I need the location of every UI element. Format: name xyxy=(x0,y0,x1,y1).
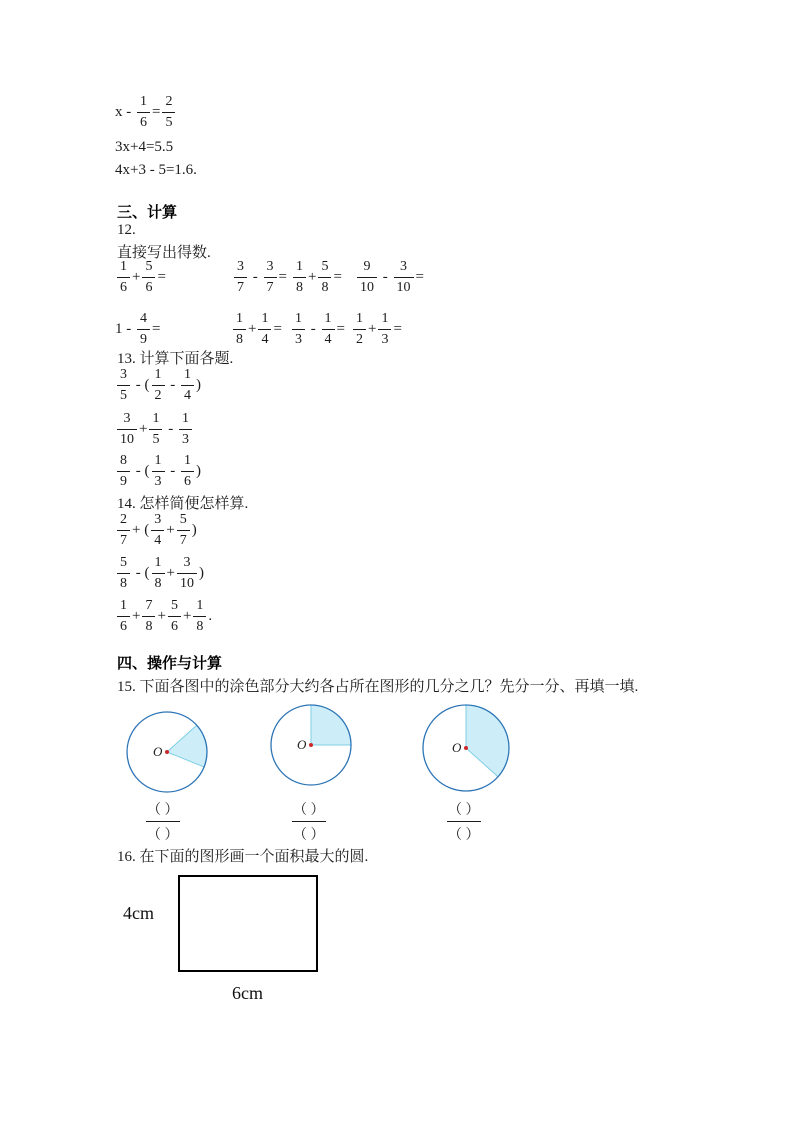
fraction xyxy=(168,597,181,635)
fraction xyxy=(193,597,206,635)
height-dimension-label: 4cm xyxy=(123,903,154,923)
numerator: 3 xyxy=(177,554,197,574)
operator-text: + xyxy=(139,420,148,437)
equation-line-2 xyxy=(115,139,173,156)
denominator: 9 xyxy=(120,473,127,489)
denominator: 9 xyxy=(140,331,147,347)
q16-label: 16. 在下面的图形画一个面积最大的圆. xyxy=(117,849,369,865)
numerator: 1 xyxy=(152,554,165,574)
operator-text: = xyxy=(415,268,424,285)
operator-text: - ( xyxy=(132,462,150,479)
equation-line-3 xyxy=(115,162,197,179)
numerator: 9 xyxy=(357,258,377,278)
operator-text: - ( xyxy=(132,564,150,581)
operator-text: + xyxy=(166,521,175,538)
numerator: 1 xyxy=(137,93,150,113)
fraction xyxy=(177,554,197,592)
fraction xyxy=(142,597,155,635)
q12-row2-expr-4 xyxy=(351,310,402,348)
blank-numerator: （ ） xyxy=(292,799,326,822)
denominator: 6 xyxy=(120,618,127,634)
operator-text: 1 - xyxy=(115,320,135,337)
denominator: 7 xyxy=(179,532,187,548)
operator-text: - xyxy=(249,268,262,285)
denominator: 2 xyxy=(154,387,162,403)
operator-text: = xyxy=(336,320,345,337)
section-3-heading: 三、计算 xyxy=(117,205,178,221)
denominator: 8 xyxy=(154,575,162,591)
blank-numerator: （ ） xyxy=(447,799,481,822)
numerator: 1 xyxy=(233,310,246,330)
q14-item-2 xyxy=(115,554,204,592)
numerator: 5 xyxy=(177,511,190,531)
numerator: 1 xyxy=(181,452,194,472)
fraction xyxy=(177,511,190,549)
fraction xyxy=(117,554,130,592)
operator-text: = xyxy=(273,320,282,337)
denominator: 4 xyxy=(154,532,162,548)
operator-text: + xyxy=(132,268,141,285)
blank-denominator: （ ） xyxy=(448,828,480,843)
fraction xyxy=(181,452,194,490)
numerator: 2 xyxy=(162,93,175,113)
numerator: 7 xyxy=(142,597,155,617)
operator-text: + xyxy=(248,320,257,337)
numerator: 1 xyxy=(292,310,305,330)
operator-text: - xyxy=(166,462,179,479)
width-dimension-label: 6cm xyxy=(232,983,263,1003)
denominator: 4 xyxy=(324,331,332,347)
denominator: 5 xyxy=(165,114,173,130)
fraction xyxy=(357,258,377,296)
fraction xyxy=(234,258,247,296)
denominator: 6 xyxy=(170,618,178,634)
q12-row2-expr-1 xyxy=(115,310,160,348)
denominator: 8 xyxy=(145,618,153,634)
circle-figure-1 xyxy=(122,707,212,797)
denominator: 3 xyxy=(295,331,302,347)
operator-text: = xyxy=(278,268,287,285)
denominator: 10 xyxy=(360,279,374,295)
denominator: 8 xyxy=(296,279,303,295)
fraction xyxy=(353,310,366,348)
denominator: 7 xyxy=(120,532,127,548)
numerator: 1 xyxy=(353,310,366,330)
fraction xyxy=(162,93,175,131)
operator-text: . xyxy=(208,607,213,624)
circle-figure-2 xyxy=(266,700,356,790)
fraction xyxy=(142,258,155,296)
q12-row1-expr-4 xyxy=(355,258,424,296)
operator-text: ) xyxy=(191,521,197,538)
denominator: 10 xyxy=(396,279,411,295)
operator-text: + xyxy=(182,607,192,624)
fraction xyxy=(117,366,130,404)
operator-text: + xyxy=(166,564,175,581)
fraction xyxy=(117,452,130,490)
blank-denominator: （ ） xyxy=(293,828,325,843)
answer-blank-fraction-3 xyxy=(447,799,481,844)
numerator: 5 xyxy=(117,554,130,574)
fraction xyxy=(258,310,271,348)
blank-denominator: （ ） xyxy=(147,828,179,843)
operator-text: ) xyxy=(198,564,204,581)
operator-text: ) xyxy=(196,376,201,393)
numerator: 8 xyxy=(117,452,130,472)
fraction xyxy=(293,258,306,296)
circle-figure-3 xyxy=(419,701,513,795)
numerator: 1 xyxy=(149,410,162,430)
fraction xyxy=(181,366,194,404)
denominator: 10 xyxy=(179,575,194,591)
operator-text: - xyxy=(307,320,320,337)
numerator: 1 xyxy=(322,310,335,330)
q12-number: 12. xyxy=(117,222,136,238)
numerator: 1 xyxy=(117,258,130,278)
numerator: 1 xyxy=(152,452,165,472)
denominator: 2 xyxy=(356,331,363,347)
q12-row1-expr-3 xyxy=(291,258,342,296)
denominator: 3 xyxy=(154,473,162,489)
denominator: 6 xyxy=(145,279,153,295)
equation-line-1 xyxy=(115,93,177,131)
denominator: 3 xyxy=(181,431,189,447)
operator-text: + xyxy=(308,268,317,285)
operator-text: + xyxy=(157,607,166,624)
operator-text: - xyxy=(379,268,392,285)
fraction xyxy=(152,554,165,592)
operator-text: + xyxy=(132,607,141,624)
q12-row2-expr-2 xyxy=(231,310,282,348)
q12-row2-expr-3 xyxy=(290,310,345,348)
denominator: 10 xyxy=(120,431,134,447)
answer-blank-fraction-2 xyxy=(292,799,326,844)
fraction xyxy=(264,258,277,296)
numerator: 3 xyxy=(151,511,164,531)
numerator: 3 xyxy=(264,258,277,278)
numerator: 1 xyxy=(378,310,391,330)
fraction xyxy=(179,410,192,448)
fraction xyxy=(117,511,130,549)
center-label: O xyxy=(153,744,163,759)
fraction xyxy=(318,258,331,296)
operator-text: 4x+3 - 5=1.6. xyxy=(115,162,197,178)
q14-label: 14. 怎样简便怎样算. xyxy=(117,496,249,512)
q15-label: 15. 下面各图中的涂色部分大约各占所在图形的几分之几？先分一分、再填一填. xyxy=(117,679,639,695)
operator-text: ) xyxy=(196,462,201,479)
fraction xyxy=(322,310,335,348)
operator-text: 3x+4=5.5 xyxy=(115,139,174,155)
fraction xyxy=(117,258,130,296)
denominator: 8 xyxy=(120,575,127,591)
q13-item-2 xyxy=(115,410,194,448)
denominator: 4 xyxy=(261,331,269,347)
operator-text: = xyxy=(157,268,166,285)
denominator: 7 xyxy=(266,279,274,295)
section-4-heading: 四、操作与计算 xyxy=(117,656,223,672)
numerator: 5 xyxy=(318,258,331,278)
operator-text: = xyxy=(152,320,161,337)
rectangle-figure xyxy=(178,875,318,972)
fraction xyxy=(378,310,391,348)
numerator: 1 xyxy=(179,410,192,430)
denominator: 6 xyxy=(120,279,127,295)
numerator: 1 xyxy=(117,597,130,617)
operator-text: - xyxy=(164,420,177,437)
numerator: 3 xyxy=(117,366,130,386)
numerator: 1 xyxy=(152,366,165,386)
answer-blank-fraction-1 xyxy=(146,799,180,844)
fraction xyxy=(149,410,162,448)
operator-text: = xyxy=(393,320,402,337)
center-label: O xyxy=(297,737,307,752)
fraction xyxy=(292,310,305,348)
denominator: 8 xyxy=(196,618,204,634)
fraction xyxy=(152,366,165,404)
denominator: 4 xyxy=(184,387,191,403)
numerator: 2 xyxy=(117,511,130,531)
q13-label: 13. 计算下面各题. xyxy=(117,351,234,367)
operator-text: - ( xyxy=(132,376,150,393)
denominator: 3 xyxy=(381,331,389,347)
denominator: 8 xyxy=(236,331,243,347)
center-dot xyxy=(464,746,468,750)
q14-item-3 xyxy=(115,597,212,635)
fraction xyxy=(137,93,150,131)
numerator: 5 xyxy=(168,597,181,617)
denominator: 5 xyxy=(120,387,127,403)
operator-text: = xyxy=(152,103,161,120)
numerator: 3 xyxy=(117,410,137,430)
operator-text: - xyxy=(166,376,179,393)
denominator: 7 xyxy=(237,279,244,295)
denominator: 5 xyxy=(152,431,160,447)
fraction xyxy=(117,410,137,448)
q12-row1-expr-1 xyxy=(115,258,166,296)
numerator: 1 xyxy=(293,258,306,278)
denominator: 6 xyxy=(184,473,191,489)
numerator: 3 xyxy=(234,258,247,278)
q13-item-1 xyxy=(115,366,201,404)
q13-item-3 xyxy=(115,452,201,490)
operator-text: + ( xyxy=(132,521,150,538)
shaded-sector xyxy=(466,705,509,777)
fraction xyxy=(151,511,164,549)
numerator: 3 xyxy=(394,258,414,278)
fraction xyxy=(117,597,130,635)
numerator: 5 xyxy=(142,258,155,278)
q12-row1-expr-2 xyxy=(232,258,287,296)
operator-text: + xyxy=(368,320,377,337)
fraction xyxy=(137,310,150,348)
numerator: 1 xyxy=(193,597,206,617)
numerator: 4 xyxy=(137,310,150,330)
fraction xyxy=(152,452,165,490)
denominator: 8 xyxy=(321,279,329,295)
denominator: 6 xyxy=(140,114,147,130)
operator-text: = xyxy=(333,268,342,285)
center-label: O xyxy=(452,740,462,755)
q12-prompt: 直接写出得数. xyxy=(117,245,211,261)
numerator: 1 xyxy=(258,310,271,330)
fraction xyxy=(394,258,414,296)
fraction xyxy=(233,310,246,348)
q14-item-1 xyxy=(115,511,197,549)
center-dot xyxy=(309,743,313,747)
center-dot xyxy=(165,750,169,754)
operator-text: x - xyxy=(115,103,135,120)
numerator: 1 xyxy=(181,366,194,386)
blank-numerator: （ ） xyxy=(146,799,180,822)
